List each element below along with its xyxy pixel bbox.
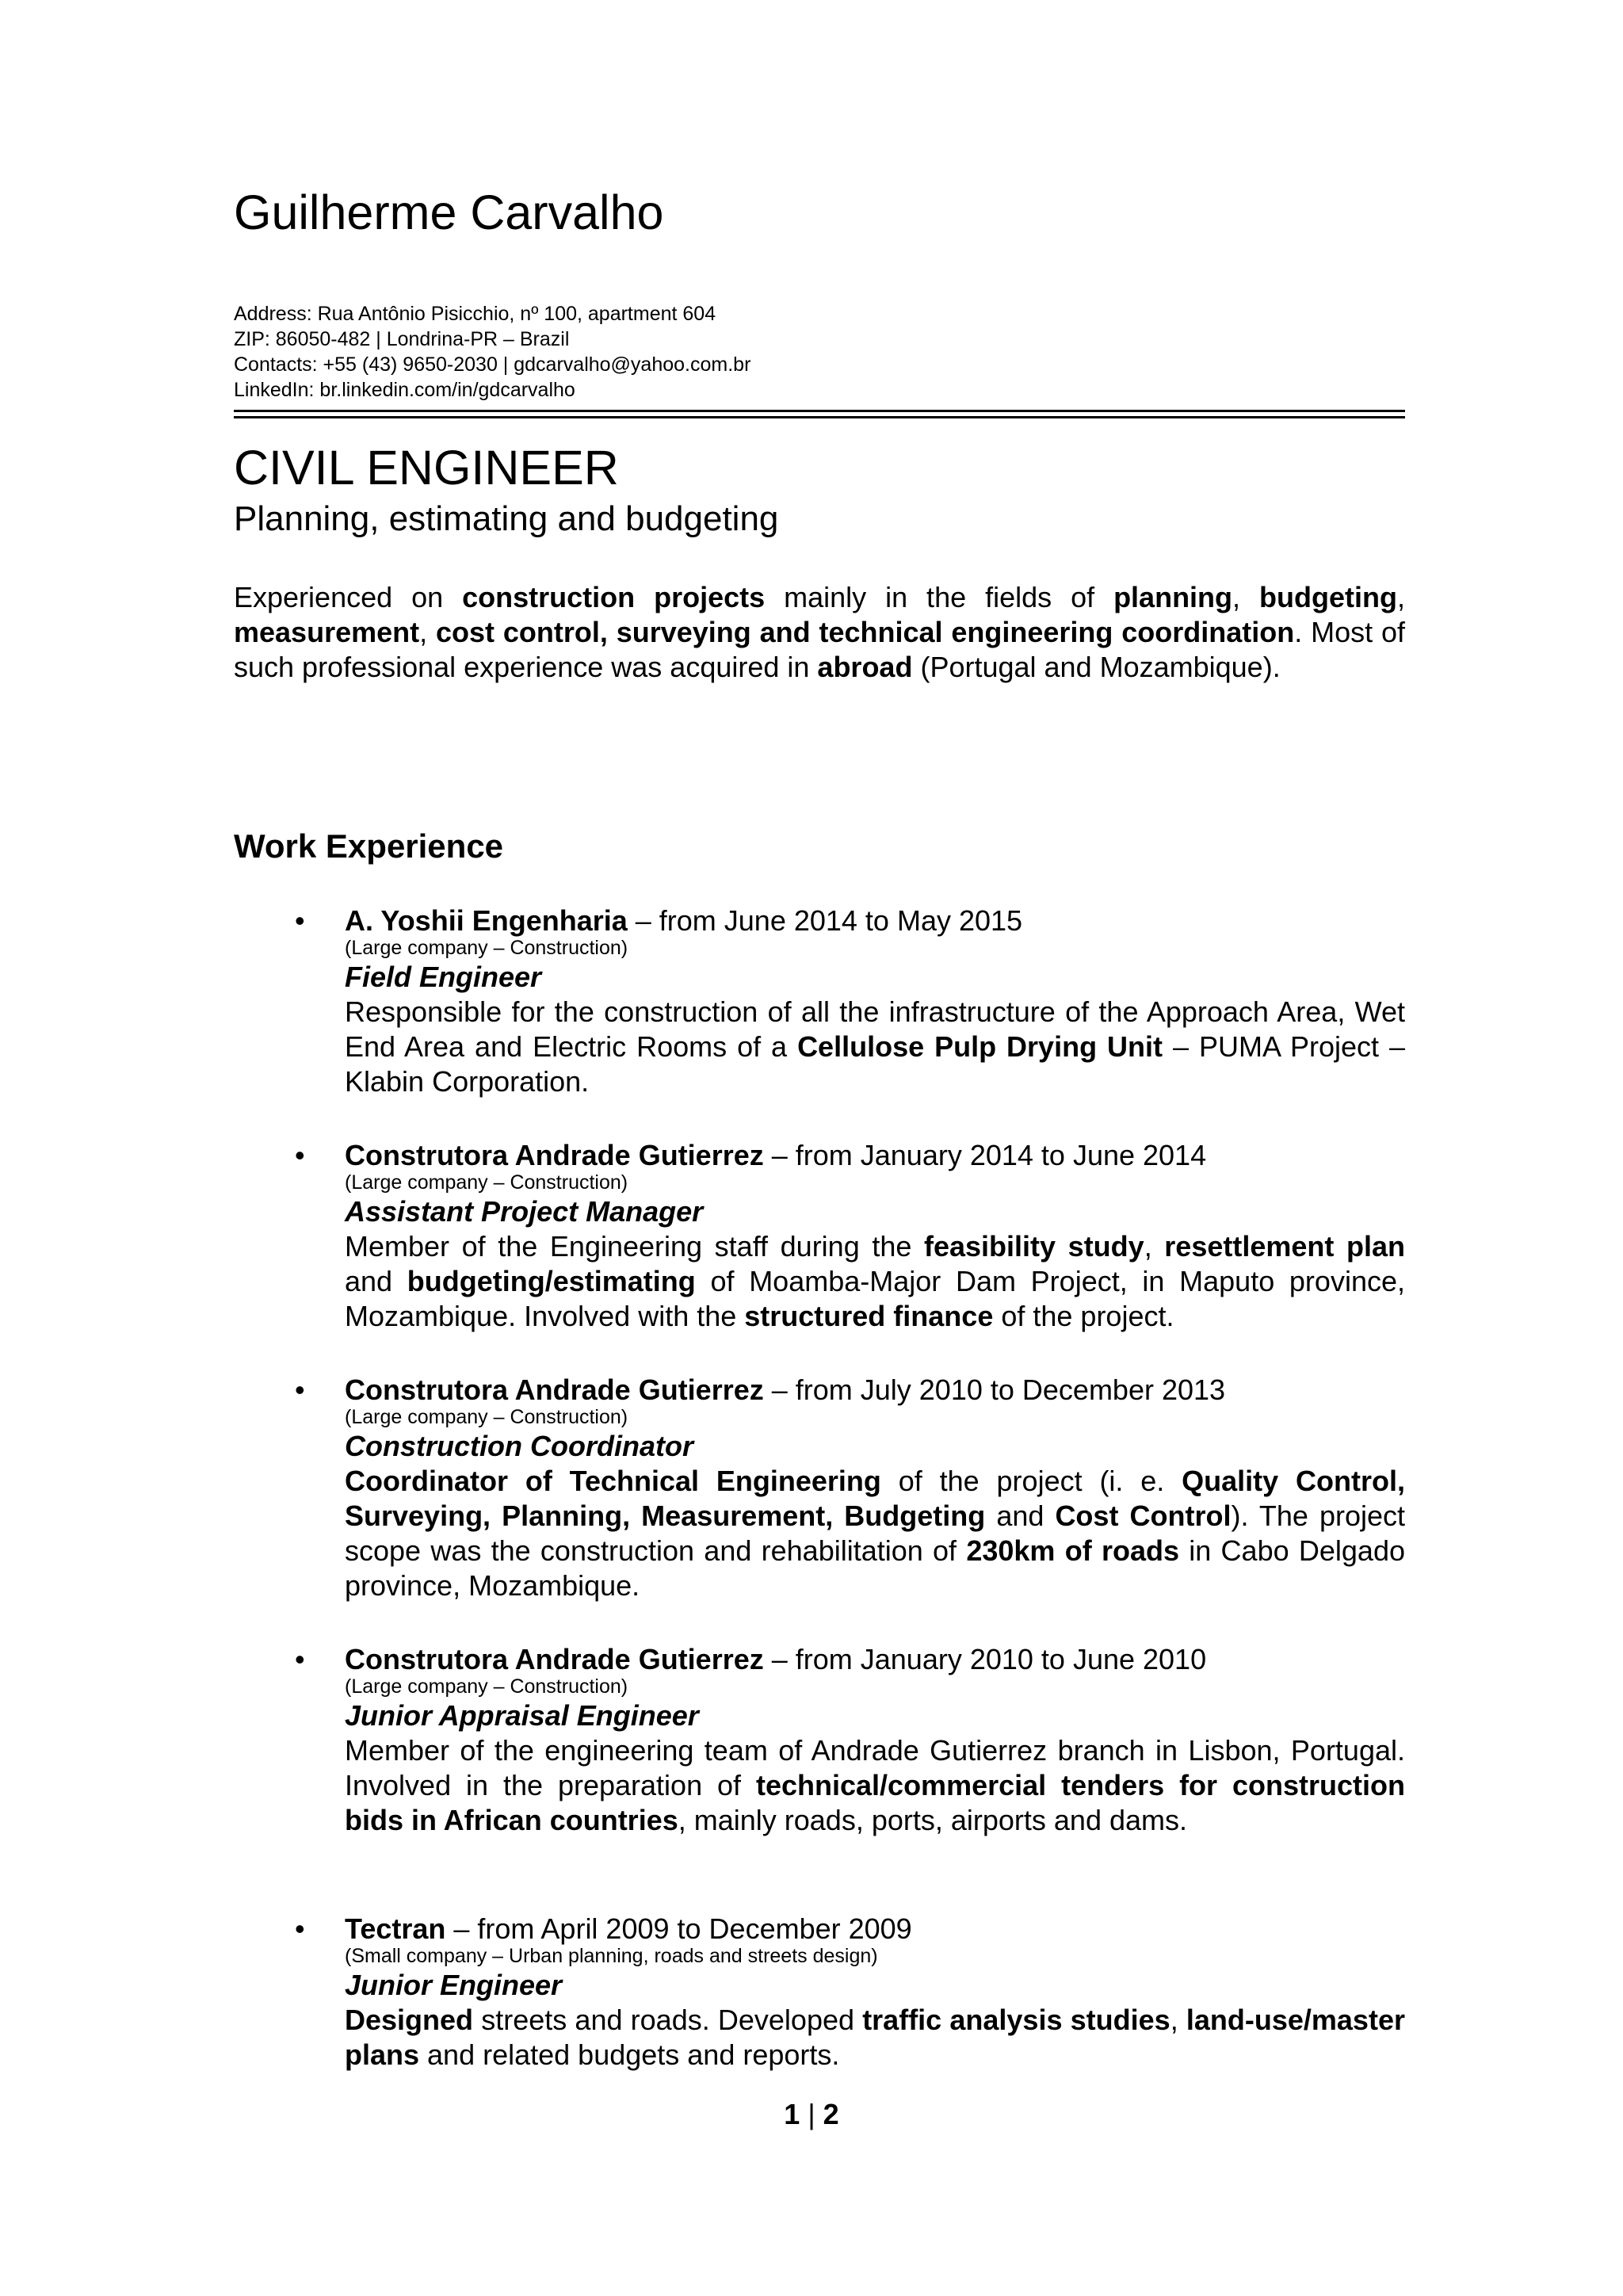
job-description xyxy=(345,2003,1405,2073)
job-description xyxy=(345,1733,1405,1838)
contacts-line: Contacts: +55 (43) 9650-2030 | gdcarvalho@yahoo.com.br xyxy=(234,353,751,376)
text-segment: , xyxy=(419,616,436,648)
bold-text-segment: resettlement plan xyxy=(1164,1230,1405,1263)
bullet-icon: • xyxy=(295,904,305,937)
profile-summary xyxy=(234,580,1405,685)
text-segment: Experienced on xyxy=(234,581,463,613)
work-experience-heading: Work Experience xyxy=(234,827,504,865)
job-company-type: (Large company – Construction) xyxy=(345,1171,628,1194)
job-role: Junior Engineer xyxy=(345,1969,563,2001)
job-role: Junior Appraisal Engineer xyxy=(345,1699,699,1732)
zip-line: ZIP: 86050-482 | Londrina-PR – Brazil xyxy=(234,328,570,350)
job-description xyxy=(345,995,1405,1099)
header-divider-bottom xyxy=(234,416,1405,418)
job-description xyxy=(345,1229,1405,1334)
bold-text-segment: Coordinator of Technical Engineering xyxy=(345,1465,881,1497)
job-period: – from June 2014 to May 2015 xyxy=(627,904,1023,937)
header-divider-top xyxy=(234,410,1405,412)
profile-title: CIVIL ENGINEER xyxy=(234,441,619,495)
text-segment: and xyxy=(345,1265,407,1297)
text-segment: – PUMA Project – Klabin Corporation. xyxy=(345,1030,1405,1098)
page-number xyxy=(0,2098,1623,2131)
text-segment: Responsible for the construction of all the infrastructure of the Approach Area, Wet End Area and Electric Rooms of a xyxy=(345,995,1405,1063)
job-company-type: (Large company – Construction) xyxy=(345,1675,628,1698)
bold-text-segment: 230km of roads xyxy=(966,1534,1179,1567)
bold-text-segment: traffic analysis studies xyxy=(862,2004,1170,2036)
text-segment: streets and roads. Developed xyxy=(473,2004,863,2036)
job-entry xyxy=(295,1138,1405,1334)
job-company-type: (Large company – Construction) xyxy=(345,937,628,959)
text-segment: , xyxy=(1232,581,1260,613)
bold-text-segment: Cost Control xyxy=(1055,1499,1232,1532)
bold-text-segment: measurement xyxy=(234,616,420,648)
text-segment: , xyxy=(1396,581,1405,613)
text-segment: . Most of such professional experience was acquired in xyxy=(234,616,1405,683)
job-period: – from April 2009 to December 2009 xyxy=(445,1912,912,1945)
job-role: Field Engineer xyxy=(345,961,542,993)
job-period: – from July 2010 to December 2013 xyxy=(763,1373,1226,1406)
linkedin-line: LinkedIn: br.linkedin.com/in/gdcarvalho xyxy=(234,379,575,401)
bullet-icon: • xyxy=(295,1373,305,1406)
text-segment: in Cabo Delgado province, Mozambique. xyxy=(345,1534,1405,1602)
bold-text-segment: cost control, surveying and technical engineering coordination xyxy=(435,616,1295,648)
job-role: Construction Coordinator xyxy=(345,1430,693,1462)
job-header xyxy=(345,1642,1405,1677)
bold-text-segment: Cellulose Pulp Drying Unit xyxy=(797,1030,1163,1063)
text-segment: of the project. xyxy=(993,1300,1174,1332)
text-segment: of Moamba-Major Dam Project, in Maputo province, Mozambique. Involved with the xyxy=(345,1265,1405,1332)
job-entry xyxy=(295,1642,1405,1838)
job-company: Construtora Andrade Gutierrez xyxy=(345,1373,764,1406)
job-company-type: (Large company – Construction) xyxy=(345,1406,628,1428)
job-company-type: (Small company – Urban planning, roads and streets design) xyxy=(345,1945,878,1967)
text-segment: , xyxy=(1144,1230,1165,1263)
text-segment: and related budgets and reports. xyxy=(419,2038,840,2071)
bullet-icon: • xyxy=(295,1139,305,1171)
text-segment: (Portugal and Mozambique). xyxy=(912,651,1281,683)
text-segment: mainly in the fields of xyxy=(765,581,1114,613)
bold-text-segment: land-use/master plans xyxy=(345,2004,1405,2071)
bold-text-segment: Designed xyxy=(345,2004,474,2036)
job-period: – from January 2010 to June 2010 xyxy=(763,1643,1207,1675)
bold-text-segment: structured finance xyxy=(744,1300,994,1332)
bold-text-segment: Quality Control, Surveying, Planning, Measurement, Budgeting xyxy=(345,1465,1406,1532)
job-company: Construtora Andrade Gutierrez xyxy=(345,1643,764,1675)
job-company: A. Yoshii Engenharia xyxy=(345,904,628,937)
job-header xyxy=(345,1373,1405,1408)
job-entry xyxy=(295,1373,1406,1603)
bold-text-segment: feasibility study xyxy=(924,1230,1144,1263)
job-role: Assistant Project Manager xyxy=(345,1195,704,1228)
text-segment: , mainly roads, ports, airports and dams. xyxy=(678,1804,1188,1836)
bullet-icon: • xyxy=(295,1643,305,1675)
page-separator: | xyxy=(800,2098,823,2130)
contact-block xyxy=(234,301,750,403)
job-company: Tectran xyxy=(345,1912,446,1945)
page-total: 2 xyxy=(823,2098,839,2130)
bold-text-segment: planning xyxy=(1113,581,1233,613)
text-segment: ). The project scope was the construction and rehabilitation of xyxy=(345,1499,1405,1567)
job-period: – from January 2014 to June 2014 xyxy=(763,1139,1207,1171)
job-header xyxy=(345,1138,1405,1173)
text-segment: and xyxy=(985,1499,1056,1532)
job-company: Construtora Andrade Gutierrez xyxy=(345,1139,764,1171)
text-segment: of the project (i. e. xyxy=(880,1465,1182,1497)
job-header xyxy=(345,904,1405,938)
candidate-name: Guilherme Carvalho xyxy=(234,185,664,239)
text-segment: Member of the engineering team of Andrade Gutierrez branch in Lisbon, Portugal. Involved in the preparation of xyxy=(345,1734,1405,1801)
profile-subtitle: Planning, estimating and budgeting xyxy=(234,499,779,538)
address-line: Address: Rua Antônio Pisicchio, nº 100, apartment 604 xyxy=(234,303,716,325)
bullet-icon: • xyxy=(295,1912,305,1945)
bold-text-segment: budgeting xyxy=(1259,581,1397,613)
job-description xyxy=(345,1464,1405,1603)
job-entry xyxy=(295,904,1405,1099)
job-entry xyxy=(295,1912,1405,2073)
text-segment: , xyxy=(1170,2004,1186,2036)
bold-text-segment: abroad xyxy=(817,651,913,683)
bold-text-segment: construction projects xyxy=(462,581,766,613)
bold-text-segment: budgeting/estimating xyxy=(407,1265,696,1297)
bold-text-segment: technical/commercial tenders for construction bids in African countries xyxy=(345,1769,1405,1836)
page-current: 1 xyxy=(784,2098,800,2130)
text-segment: Member of the Engineering staff during the xyxy=(345,1230,924,1263)
job-header xyxy=(345,1912,1405,1946)
